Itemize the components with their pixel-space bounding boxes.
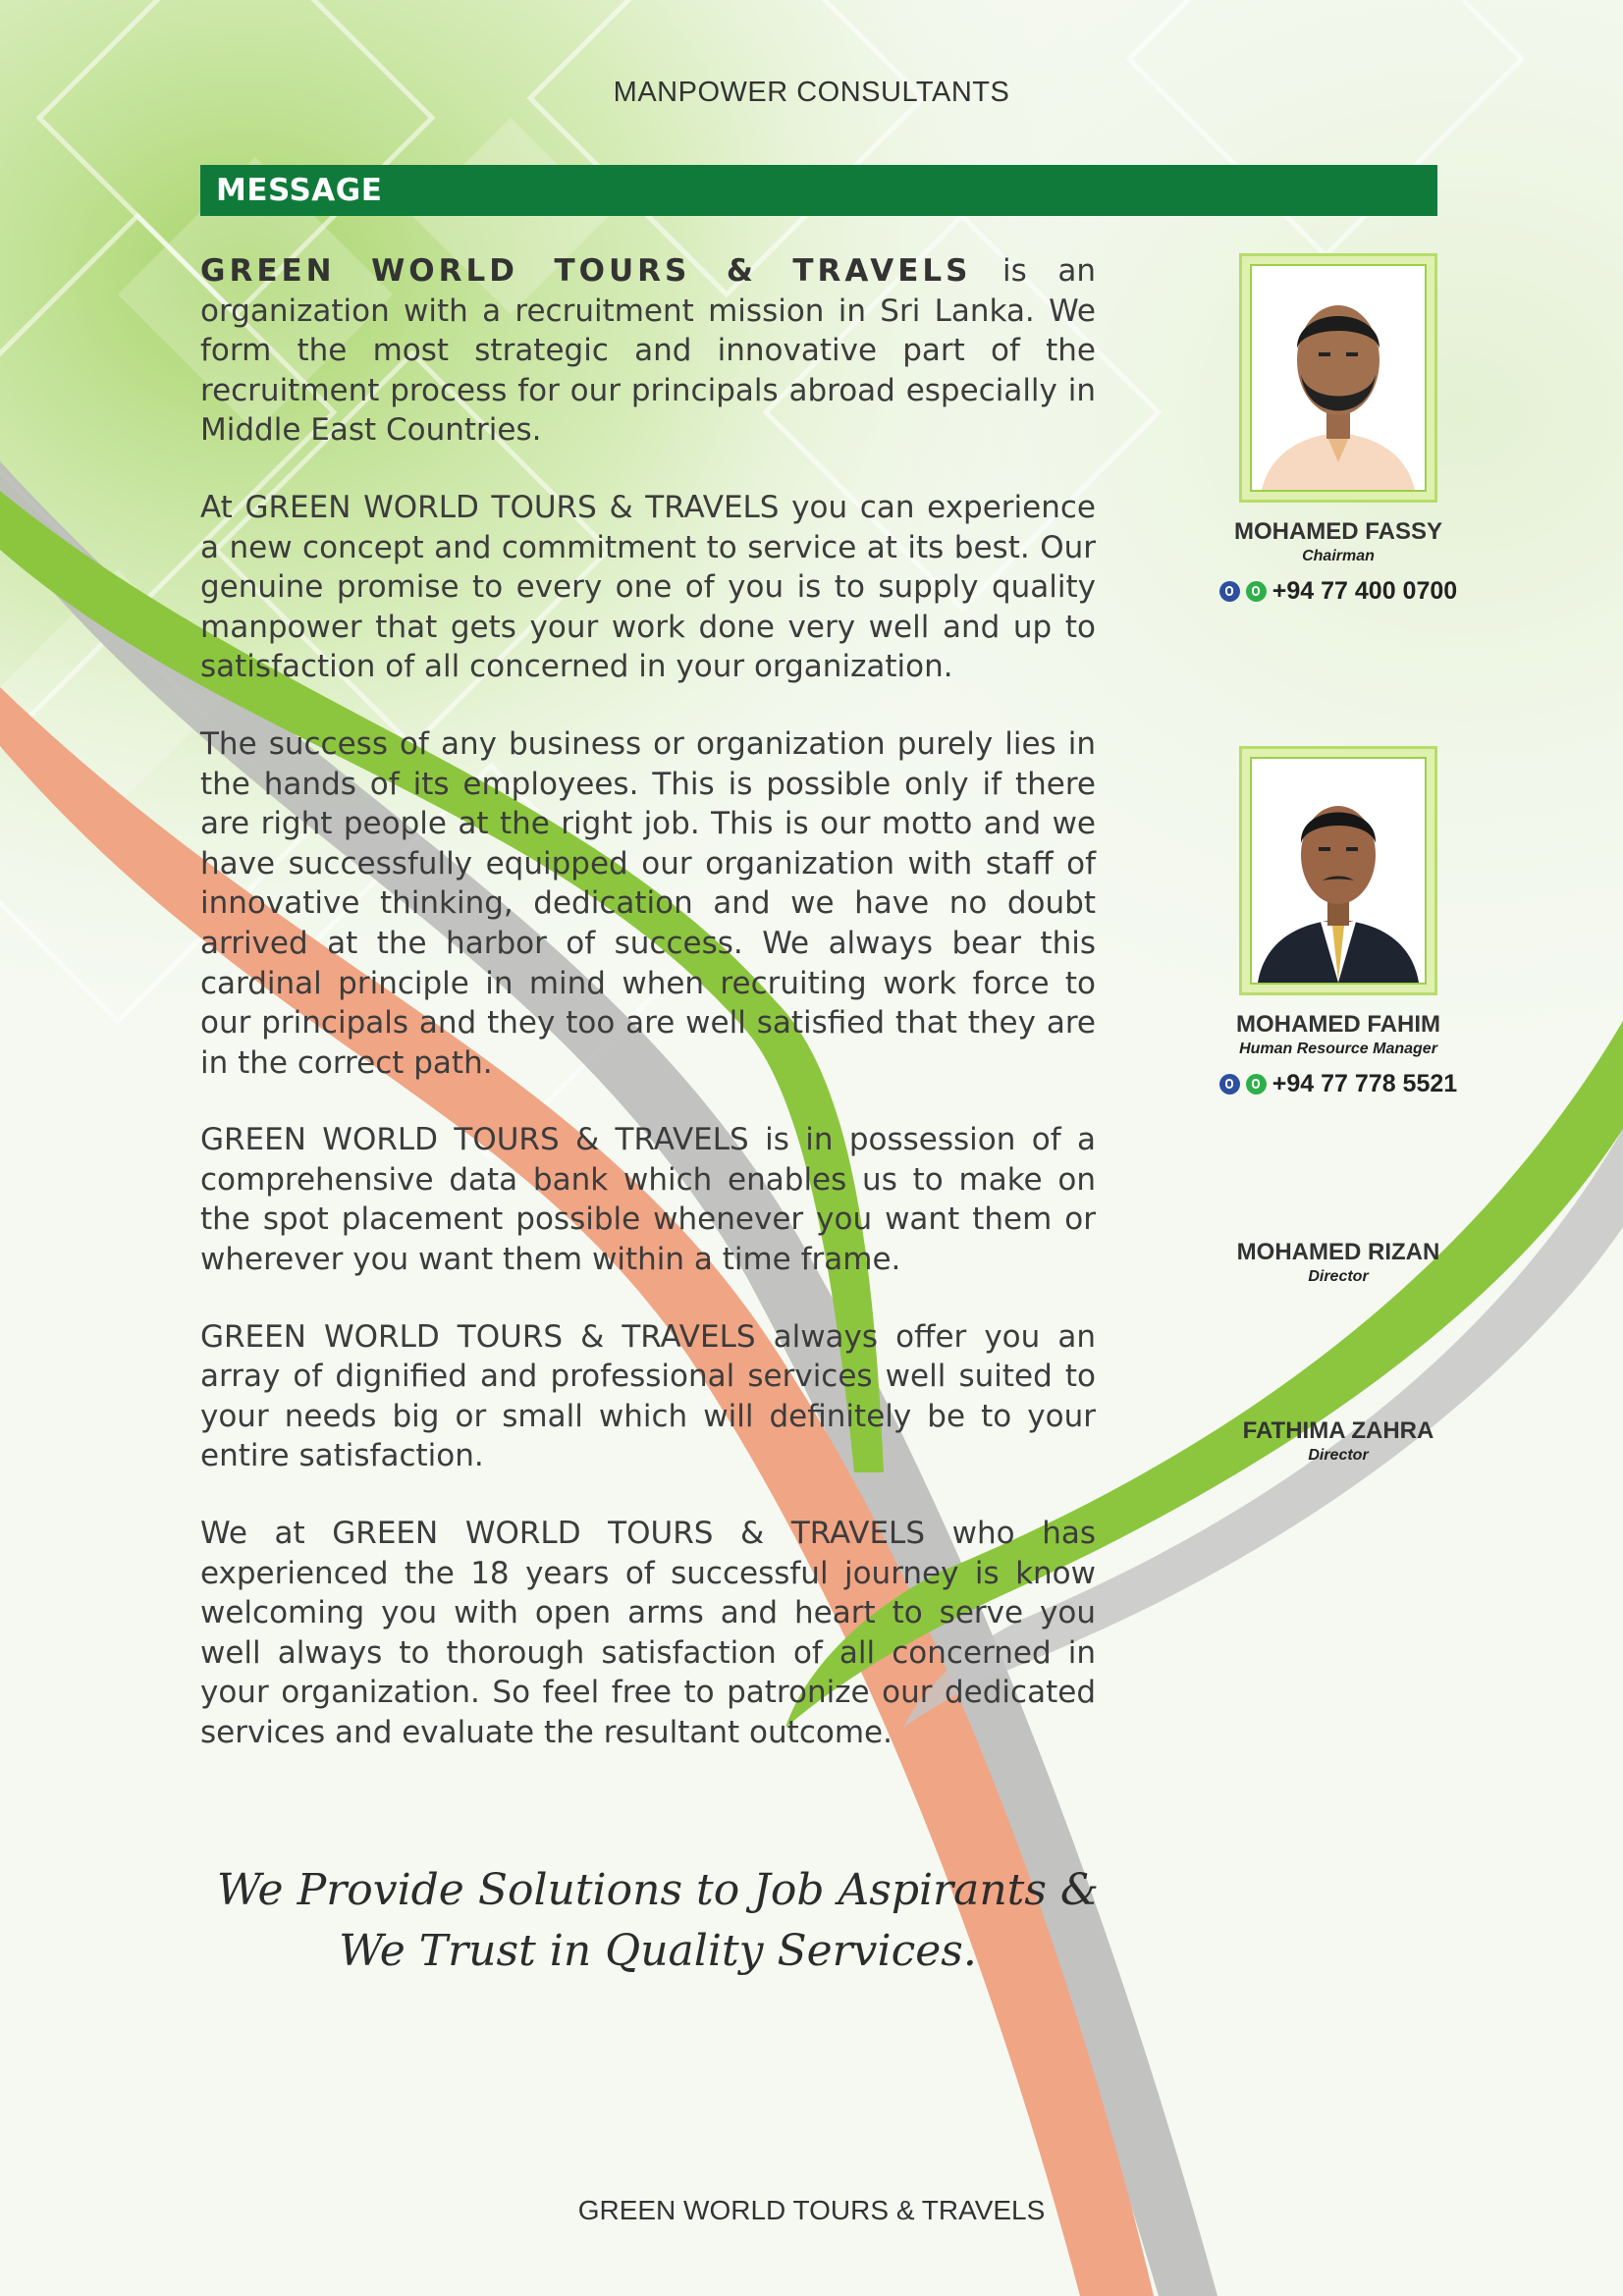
slogan [206, 1860, 1109, 1982]
paragraph: GREEN WORLD TOURS & TRAVELS is in possession of a comprehensive data bank which enables us to make on the spot placement possible whenever you want them or wherever you want them within a time frame. [200, 1122, 1096, 1278]
section-bar [200, 165, 1437, 216]
person-card [1196, 1417, 1481, 1465]
viber-icon [1219, 1074, 1240, 1095]
person-role: Director [1308, 1447, 1369, 1464]
person-role: Human Resource Manager [1239, 1041, 1437, 1057]
phone-number: +94 77 400 0700 [1271, 577, 1458, 605]
paragraph: We at GREEN WORLD TOURS & TRAVELS who has experienced the 18 years of successful journey is know welcoming you with open arms and heart to serve you well always to thorough satisfaction of all concerned in your organization. So feel free to patronize our dedicated services and evaluate the resultant outcome. [200, 1516, 1096, 1750]
paragraph: At GREEN WORLD TOURS & TRAVELS you can experience a new concept and commitment to service at its best. Our genuine promise to every one of you is to supply quality manpower that gets your work done very well and up to satisfaction of all concerned in your organization. [200, 489, 1096, 685]
person-role: Chairman [1302, 548, 1375, 564]
person-card [1196, 746, 1481, 1098]
phone-number: +94 77 778 5521 [1271, 1070, 1458, 1097]
person-card [1196, 1239, 1481, 1286]
message-body [200, 251, 1096, 1790]
person-name: MOHAMED RIZAN [1236, 1239, 1440, 1265]
person-name: FATHIMA ZAHRA [1242, 1417, 1434, 1444]
photo-frame [1239, 253, 1437, 503]
person-phone [1196, 577, 1481, 606]
person-role: Director [1308, 1268, 1369, 1285]
whatsapp-icon [1246, 581, 1267, 602]
slogan-line-1: We Provide Solutions to Job Aspirants & [216, 1865, 1100, 1915]
section-title: MESSAGE [216, 173, 383, 208]
person-name: MOHAMED FASSY [1233, 518, 1442, 545]
whatsapp-icon [1246, 1074, 1267, 1095]
photo-frame [1239, 746, 1437, 995]
company-name-lead: GREEN WORLD TOURS & TRAVELS [200, 253, 972, 289]
person-card [1196, 253, 1481, 606]
person-name: MOHAMED FAHIM [1236, 1011, 1440, 1038]
portrait-photo [1250, 264, 1427, 492]
portrait-photo [1250, 757, 1427, 985]
footer-company-name: GREEN WORLD TOURS & TRAVELS [577, 2195, 1046, 2225]
paragraph: The success of any business or organization purely lies in the hands of its employees. This is possible only if there are right people at the right job. This is our motto and we have successfully equipped our organization with staff of innovative thinking, dedication and we have no doubt arrived at the harbor of success. We always bear this cardinal principle in mind when recruiting work force to our principals and they too are well satisfied that they are in the correct path. [200, 725, 1096, 1081]
paragraph [200, 251, 1096, 451]
viber-icon [1219, 581, 1240, 602]
person-phone [1196, 1070, 1481, 1098]
paragraph-text: is an organization with a recruitment mission in Sri Lanka. We form the most strategic and innovative part of the recruitment process for our principals abroad especially in Middle East Countries. [200, 253, 1096, 449]
header-title: MANPOWER CONSULTANTS [613, 77, 1010, 108]
paragraph: GREEN WORLD TOURS & TRAVELS always offer you an array of dignified and professional services well suited to your needs big or small which will definitely be to your entire satisfaction. [200, 1318, 1096, 1474]
slogan-line-2: We Trust in Quality Services. [339, 1926, 977, 1976]
